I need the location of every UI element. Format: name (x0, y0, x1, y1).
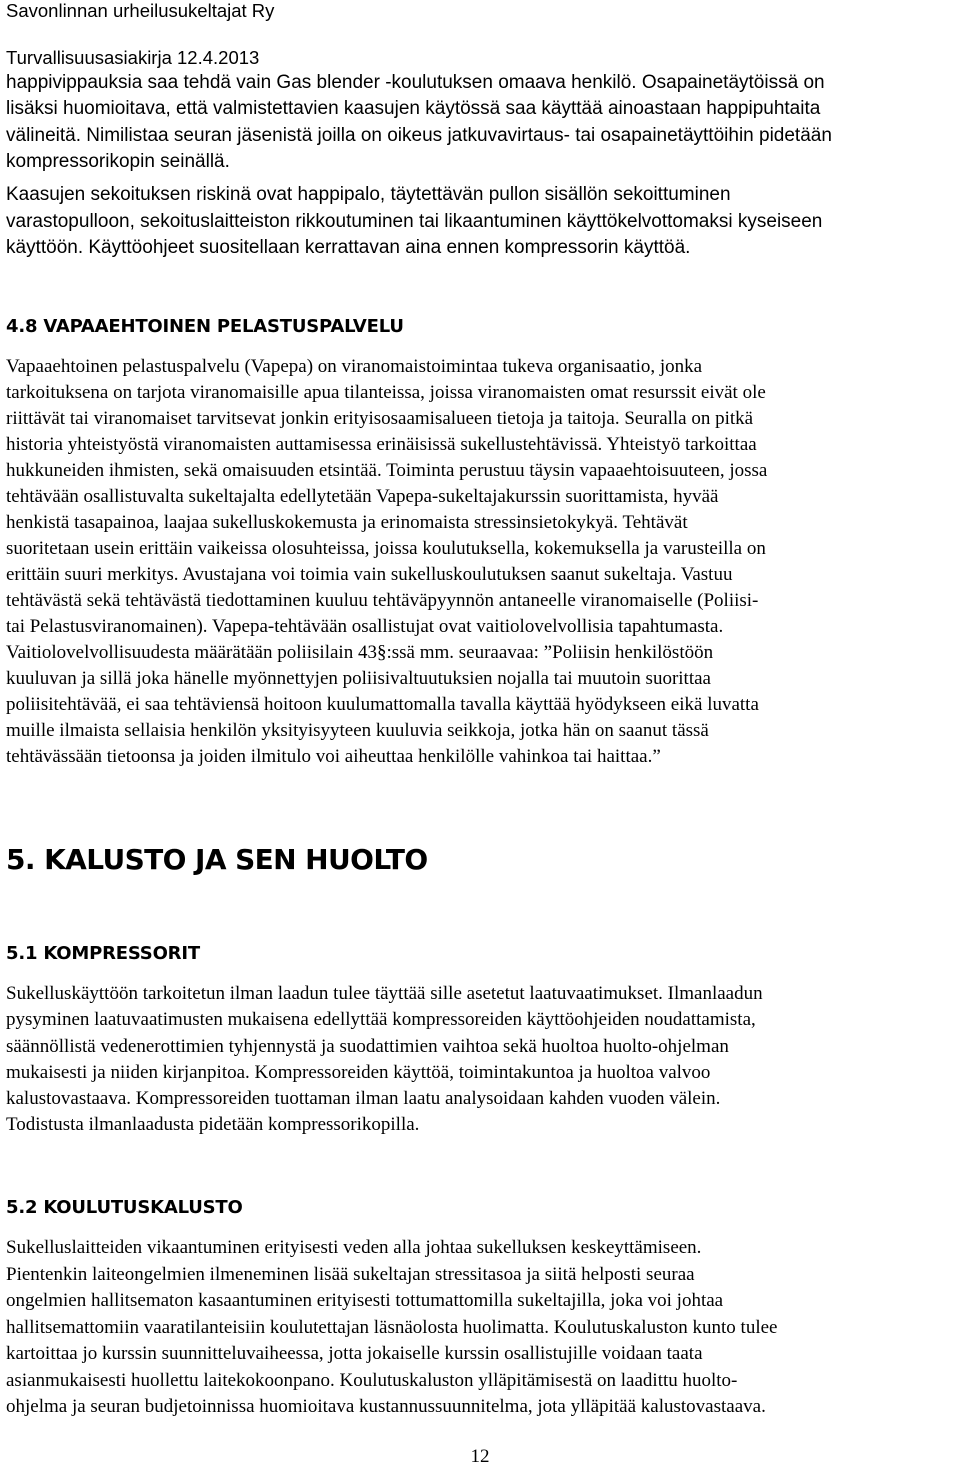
text-line: käyttöön. Käyttöohjeet suositellaan kerrattavan aina ennen kompressorin käyttöä. (6, 237, 691, 258)
text-line: kalustovastaava. Kompressoreiden tuottaman ilman laatu analysoidaan kahden vuoden välein. (6, 1088, 721, 1109)
text-line: tehtävästä sekä tehtävästä tiedottaminen kuuluu tehtäväpyynnön antaneelle viranomaiselle (Poliisi- (6, 590, 759, 611)
text-line: historia yhteistyöstä viranomaisten auttamisessa erinäisissä sukellustehtävissä. Yhteistyö tarkoittaa (6, 434, 757, 455)
text-line: ohjelma ja seuran budjetoinnissa huomioitava kustannussuunnitelma, jota ylläpitää kalustovastaava. (6, 1396, 766, 1417)
text-line: säännöllistä vedenerottimien tyhjennystä ja suodattimien vaihtoa sekä huoltoa huolto-ohjelman (6, 1036, 729, 1057)
text-line: tai Pelastusviranomainen). Vapepa-tehtävään osallistujat ovat vaitiolovelvollisia tapahtumasta. (6, 616, 724, 637)
text-line: asianmukaisesti huollettu laitekokoonpano. Koulutuskaluston ylläpitämisestä on laadittu huolto- (6, 1370, 738, 1391)
text-line: Sukelluskäyttöön tarkoitetun ilman laadun tulee täyttää sille asetetut laatuvaatimukset. Ilmanlaadun (6, 983, 763, 1004)
text-line: Todistusta ilmanlaadusta pidetään kompressorikopilla. (6, 1114, 420, 1135)
text-line: kartoittaa jo kurssin suunnitteluvaiheessa, jotta jokaiselle kurssin osallistujille voidaan taata (6, 1343, 703, 1364)
text-line: pysyminen laatuvaatimusten mukaisena edellyttää kompressoreiden käyttöohjeiden noudattamista, (6, 1009, 756, 1030)
text-line: ongelmien hallitsematon kasaantuminen erityisesti tottumattomilla sukeltajilla, joka voi johtaa (6, 1290, 724, 1311)
text-line: happivippauksia saa tehdä vain Gas blender -koulutuksen omaava henkilö. Osapainetäytöissä on (6, 72, 825, 93)
text-line: tehtävässään tietoonsa ja joiden ilmitulo voi aiheuttaa henkilölle vahinkoa tai haittaa.” (6, 746, 661, 767)
text-line: Pientenkin laiteongelmien ilmeneminen lisää sukeltajan stressitasoa ja siitä helposti seuraa (6, 1264, 695, 1285)
page-number: 12 (470, 1446, 490, 1467)
text-line: Vaitiolovelvollisuudesta määrätään poliisilain 43§:ssä mm. seuraavaa: ”Poliisin henkilöstöön (6, 642, 714, 663)
text-line: Kaasujen sekoituksen riskinä ovat happipalo, täytettävän pullon sisällön sekoittuminen (6, 184, 731, 205)
text-line: kuuluvan ja sillä joka hänelle myönnettyjen poliisivaltuutuksien nojalla tai muutoin suorittaa (6, 668, 711, 689)
section-heading-5-2: 5.2 KOULUTUSKALUSTO (6, 1197, 243, 1218)
text-line: tehtävään osallistuvalta sukeltajalta edellytetään Vapepa-sukeltajakurssin suorittamista, hyvää (6, 486, 719, 507)
text-line: suoritetaan usein erittäin vaikeissa olosuhteissa, joissa koulutuksella, kokemuksella ja varusteilla on (6, 538, 766, 559)
text-line: riittävät tai viranomaiset tarvitsevat jonkin erityisosaamisalueen tietoja ja taitoja. Seuralla on pitkä (6, 408, 754, 429)
text-line: Vapaaehtoinen pelastuspalvelu (Vapepa) on viranomaistoimintaa tukeva organisaatio, jonka (6, 356, 703, 377)
section-heading-5-1: 5.1 KOMPRESSORIT (6, 943, 200, 964)
text-line: poliisitehtävää, ei saa tehtäviensä hoitoon kuulumattomalla tavalla käyttää hyödykseen eikä luvatta (6, 694, 759, 715)
text-line: hukkuneiden ihmisten, sekä omaisuuden etsintää. Toiminta perustuu täysin vapaaehtoisuuteen, jossa (6, 460, 768, 481)
text-line: kompressorikopin seinällä. (6, 151, 230, 172)
text-line: välineitä. Nimilistaa seuran jäsenistä joilla on oikeus jatkuvavirtaus- tai osapainetäyttöihin pidetään (6, 125, 832, 146)
section-heading-5: 5. KALUSTO JA SEN HUOLTO (6, 843, 428, 876)
text-line: tarkoituksena on tarjota viranomaisille apua tilanteissa, joissa viranomaisten omat resurssit eivät ole (6, 382, 766, 403)
section-heading-4-8: 4.8 VAPAAEHTOINEN PELASTUSPALVELU (6, 316, 404, 337)
text-line: muille ilmaista sellaisia henkilön yksityisyyteen kuuluvia seikkoja, jotka hän on saanut tässä (6, 720, 709, 741)
text-line: hallitsemattomiin vaaratilanteisiin koulutettajan läsnäolosta huolimatta. Koulutuskaluston kunto tulee (6, 1317, 778, 1338)
text-line: henkistä tasapainoa, laajaa sukelluskokemusta ja erinomaista stressinsietokykyä. Tehtävät (6, 512, 688, 533)
header-document-title: Turvallisuusasiakirja 12.4.2013 (6, 47, 260, 68)
text-line: mukaisesti ja niiden kirjanpitoa. Kompressoreiden käyttöä, toimintakuntoa ja huoltoa valvoo (6, 1062, 711, 1083)
header-organization: Savonlinnan urheilusukeltajat Ry (6, 0, 275, 21)
text-line: lisäksi huomioitava, että valmistettavien kaasujen käytössä saa käyttää ainoastaan happipuhtaita (6, 98, 821, 119)
text-line: varastopulloon, sekoituslaitteiston rikkoutuminen tai likaantuminen käyttökelvottomaksi kyseiseen (6, 211, 823, 232)
text-line: Sukelluslaitteiden vikaantuminen erityisesti veden alla johtaa sukelluksen keskeyttämiseen. (6, 1237, 702, 1258)
text-line: erittäin suuri merkitys. Avustajana voi toimia vain sukelluskoulutuksen saanut sukeltaja. Vastuu (6, 564, 733, 585)
